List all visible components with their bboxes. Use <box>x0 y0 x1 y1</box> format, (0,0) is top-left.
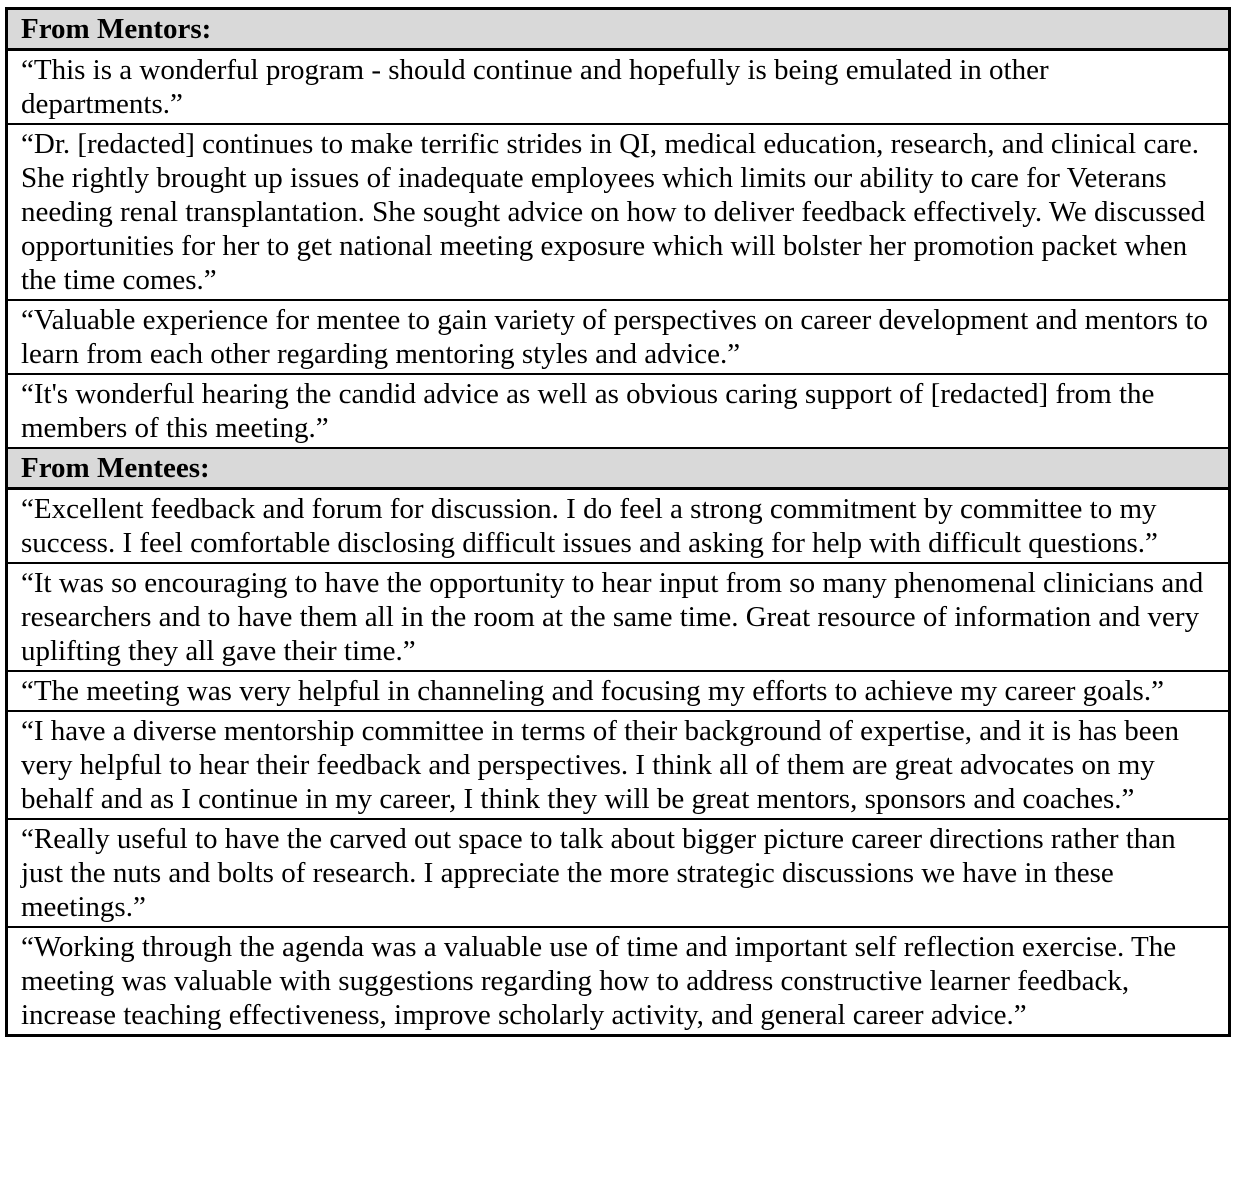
mentor-quote-row: “It's wonderful hearing the candid advice as well as obvious caring support of [redacted] from the members of this meeting.” <box>8 375 1228 449</box>
mentee-quote-row: “The meeting was very helpful in channeling and focusing my efforts to achieve my career goals.” <box>8 672 1228 712</box>
mentee-quote-row: “It was so encouraging to have the opportunity to hear input from so many phenomenal clinicians and researchers and to have them all in the room at the same time. Great resource of information and very uplifting they all gave their time.” <box>8 564 1228 672</box>
mentee-quote-row: “Really useful to have the carved out space to talk about bigger picture career directions rather than just the nuts and bolts of research. I appreciate the more strategic discussions we have in these meetings.” <box>8 820 1228 928</box>
feedback-quotes-table <box>5 7 1231 1037</box>
section-header-mentors: From Mentors: <box>8 10 1228 51</box>
mentee-quote-row: “Working through the agenda was a valuable use of time and important self reflection exercise. The meeting was valuable with suggestions regarding how to address constructive learner feedback, increase teaching effectiveness, improve scholarly activity, and general career advice.” <box>8 928 1228 1034</box>
section-header-mentees: From Mentees: <box>8 449 1228 490</box>
mentee-quote-row: “Excellent feedback and forum for discussion. I do feel a strong commitment by committee to my success. I feel comfortable disclosing difficult issues and asking for help with difficult questions.” <box>8 490 1228 564</box>
mentor-quote-row: “This is a wonderful program - should continue and hopefully is being emulated in other departments.” <box>8 51 1228 125</box>
mentor-quote-row: “Dr. [redacted] continues to make terrific strides in QI, medical education, research, and clinical care. She rightly brought up issues of inadequate employees which limits our ability to care for Veterans needing renal transplantation. She sought advice on how to deliver feedback effectively. We discussed opportunities for her to get national meeting exposure which will bolster her promotion packet when the time comes.” <box>8 125 1228 301</box>
mentor-quote-row: “Valuable experience for mentee to gain variety of perspectives on career development and mentors to learn from each other regarding mentoring styles and advice.” <box>8 301 1228 375</box>
mentee-quote-row: “I have a diverse mentorship committee in terms of their background of expertise, and it is has been very helpful to hear their feedback and perspectives. I think all of them are great advocates on my behalf and as I continue in my career, I think they will be great mentors, sponsors and coaches.” <box>8 712 1228 820</box>
